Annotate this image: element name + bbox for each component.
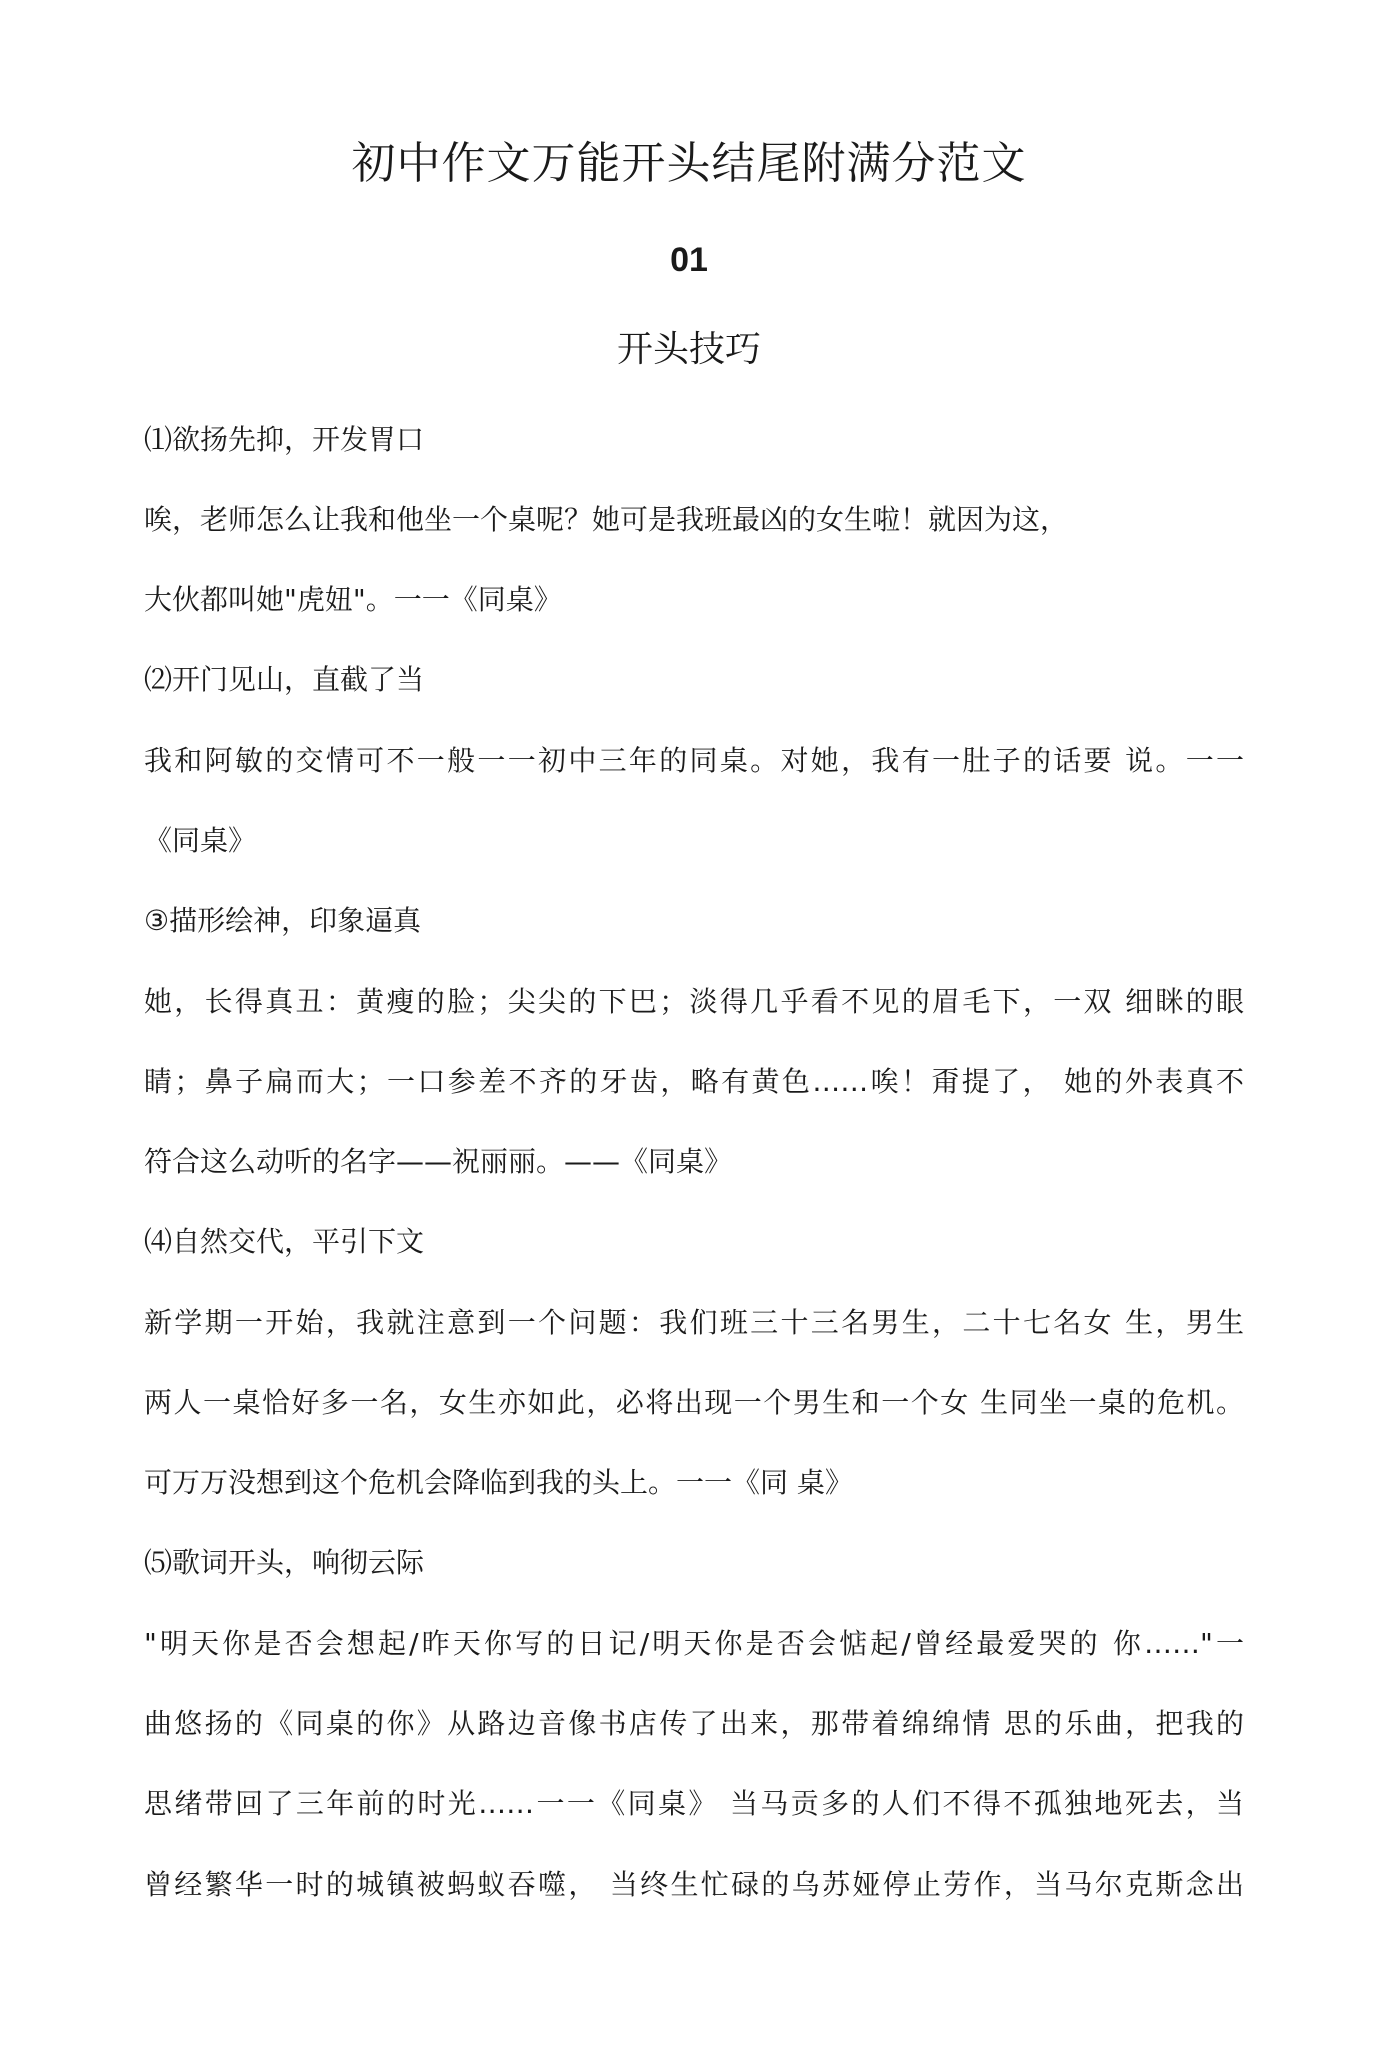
paragraph-line: 曲悠扬的《同桌的你》从路边音像书店传了出来，那带着绵绵情 思的乐曲，把我的 <box>144 1707 1244 1740</box>
paragraph-line: 思绪带回了三年前的时光……一一《同桌》 当马贡多的人们不得不孤独地死去，当 <box>144 1787 1244 1820</box>
subheading-4: ⑷自然交代，平引下文 <box>144 1225 425 1258</box>
paragraph-line: 唉，老师怎么让我和他坐一个桌呢？她可是我班最凶的女生啦！就因为这， <box>144 503 1069 536</box>
paragraph-line: 《同桌》 <box>144 824 257 857</box>
paragraph-line: 她，长得真丑：黄瘦的脸；尖尖的下巴；淡得几乎看不见的眉毛下，一双 细眯的眼 <box>144 985 1244 1018</box>
paragraph-line: "明天你是否会想起/昨天你写的日记/明天你是否会惦起/曾经最爱哭的 你……"一 <box>144 1627 1244 1660</box>
paragraph-line: 两人一桌恰好多一名，女生亦如此，必将出现一个男生和一个女 生同坐一桌的危机。 <box>144 1386 1244 1419</box>
subheading-2: ⑵开门见山，直截了当 <box>144 663 425 696</box>
paragraph-line: 曾经繁华一时的城镇被蚂蚁吞噬， 当终生忙碌的乌苏娅停止劳作，当马尔克斯念出 <box>144 1868 1244 1901</box>
paragraph-line: 我和阿敏的交情可不一般一一初中三年的同桌。对她，我有一肚子的话要 说。一一 <box>144 744 1244 777</box>
paragraph-line: 符合这么动听的名字——祝丽丽。——《同桌》 <box>144 1145 733 1178</box>
paragraph-line: 睛；鼻子扁而大；一口参差不齐的牙齿，略有黄色……唉！甭提了， 她的外表真不 <box>144 1065 1244 1098</box>
subheading-1: ⑴欲扬先抑，开发胃口 <box>144 423 425 456</box>
document-title: 初中作文万能开头结尾附满分范文 <box>351 138 1027 189</box>
subheading-5: ⑸歌词开头，响彻云际 <box>144 1546 425 1579</box>
paragraph-line: 大伙都叫她"虎妞"。一一《同桌》 <box>144 583 562 616</box>
paragraph-line: 可万万没想到这个危机会降临到我的头上。一一《同 桌》 <box>144 1466 853 1499</box>
paragraph-line: 新学期一开始，我就注意到一个问题：我们班三十三名男生，二十七名女 生，男生 <box>144 1306 1244 1339</box>
subheading-3: ③描形绘神，印象逼真 <box>144 904 422 937</box>
section-heading: 开头技巧 <box>616 329 761 370</box>
section-number: 01 <box>670 241 708 279</box>
